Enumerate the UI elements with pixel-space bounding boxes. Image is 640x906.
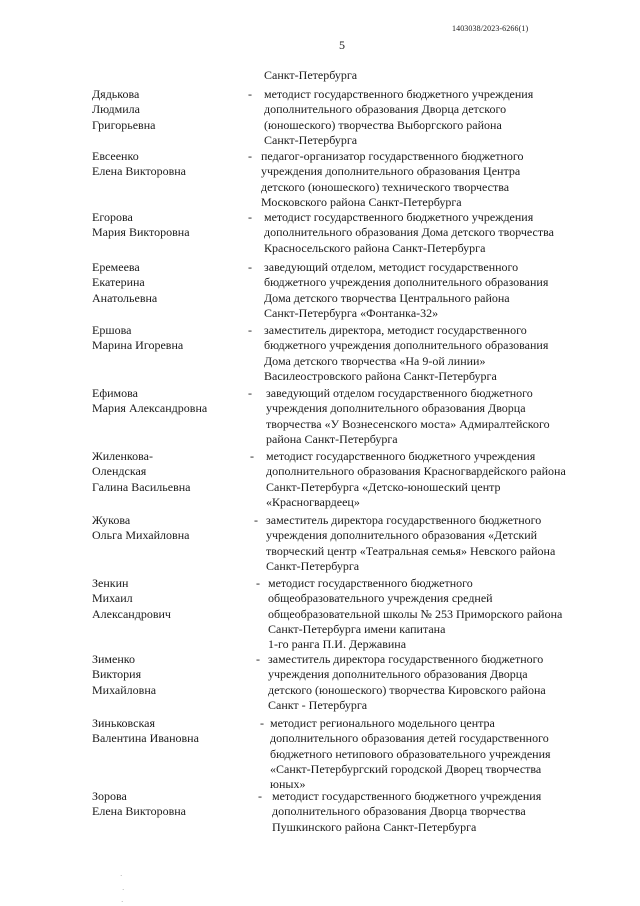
description-line: Московского района Санкт-Петербурга: [261, 194, 462, 209]
description-line: методист государственного бюджетного учреждения: [266, 449, 536, 463]
dash-separator: -: [248, 149, 252, 163]
description-line: творчества «У Вознесенского моста» Адмиралтейского: [266, 416, 550, 431]
name-line: Марина Игоревна: [92, 338, 184, 353]
staff-name: [92, 513, 242, 544]
description-line: бюджетного нетипового образовательного учреждения: [270, 746, 551, 761]
name-line: Дядькова: [92, 87, 140, 101]
position-description: [264, 210, 582, 256]
name-line: Григорьевна: [92, 117, 156, 132]
description-line: учреждения дополнительного образования «Детский: [266, 528, 538, 543]
description-line: методист государственного бюджетного учреждения: [272, 789, 542, 803]
position-description: [272, 789, 590, 835]
staff-name: [92, 149, 242, 180]
description-line: Василеостровского района Санкт-Петербурга: [264, 368, 497, 383]
description-line: учреждения дополнительного образования Дворца: [266, 401, 526, 416]
dash-separator: -: [258, 789, 262, 803]
description-line: Санкт-Петербурга: [264, 132, 358, 147]
position-description: [264, 323, 582, 384]
description-line: педагог-организатор государственного бюджетного: [261, 149, 524, 163]
description-line: Санкт-Петербурга имени капитана: [268, 621, 446, 636]
name-line: Елена Викторовна: [92, 164, 186, 179]
name-line: Мария Александровна: [92, 401, 208, 416]
description-line: дополнительного образования детей государственного: [270, 731, 549, 746]
description-line: дополнительного образования Дворца творчества: [272, 804, 526, 819]
description-line: методист государственного бюджетного учреждения: [264, 87, 534, 101]
description-line: методист государственного бюджетного учреждения: [264, 210, 534, 224]
name-line: Ольга Михайловна: [92, 528, 190, 543]
dash-separator: -: [254, 513, 258, 527]
description-line: района Санкт-Петербурга: [266, 431, 398, 446]
position-description: [264, 260, 582, 321]
page-number: 5: [339, 38, 345, 52]
description-line: Санкт-Петербурга «Детско-юношеский центр: [266, 479, 501, 494]
staff-name: [92, 210, 242, 241]
dash-separator: -: [260, 716, 264, 730]
description-line: юных»: [270, 777, 306, 792]
description-line: (юношеского) творчества Выборгского района: [264, 117, 502, 132]
staff-name: [92, 716, 242, 747]
dash-separator: -: [248, 323, 252, 337]
dash-separator: -: [248, 210, 252, 224]
name-line: Ершова: [92, 323, 132, 337]
staff-name: [92, 652, 242, 698]
name-line: Людмила: [92, 102, 140, 117]
name-line: Михаил: [92, 591, 133, 606]
description-line: Санкт-Петербурга «Фонтанка-32»: [264, 305, 439, 320]
document-id: 1403038/2023-6266(1): [452, 24, 529, 33]
description-line: детского (юношеского) творчества Кировского района: [268, 682, 546, 697]
description-line: Пушкинского района Санкт-Петербурга: [272, 819, 477, 834]
position-description: [266, 449, 584, 510]
name-line: Виктория: [92, 667, 142, 682]
position-description: [266, 386, 584, 447]
description-line: учреждения дополнительного образования Дворца: [268, 667, 528, 682]
description-line: общеобразовательной школы № 253 Приморского района: [268, 606, 563, 621]
staff-name: [92, 87, 242, 133]
position-description: [266, 513, 584, 574]
description-line: «Санкт-Петербургский городской Дворец творчества: [270, 761, 542, 776]
description-line: бюджетного учреждения дополнительного образования: [264, 275, 549, 290]
description-line: Дома детского творчества «На 9-ой линии»: [264, 353, 486, 368]
name-line: Жиленкова-: [92, 449, 153, 463]
description-line: дополнительного образования Красногвардейского района: [266, 464, 566, 479]
description-line: заведующий отделом, методист государственного: [264, 260, 519, 274]
description-line: Санкт-Петербурга: [266, 558, 360, 573]
position-description: [270, 716, 588, 792]
name-line: Галина Васильевна: [92, 479, 191, 494]
name-line: Анатольевна: [92, 290, 158, 305]
description-line: заведующий отделом государственного бюджетного: [266, 386, 533, 400]
name-line: Ефимова: [92, 386, 138, 400]
staff-name: [92, 449, 242, 495]
description-line: творческий центр «Театральная семья» Невского района: [266, 543, 556, 558]
position-description: [264, 87, 582, 148]
name-line: Егорова: [92, 210, 133, 224]
position-description: [268, 576, 586, 652]
name-line: Зорова: [92, 789, 127, 803]
position-description: [261, 149, 579, 210]
name-line: Зенкин: [92, 576, 129, 590]
dash-separator: -: [248, 260, 252, 274]
name-line: Олендская: [92, 464, 147, 479]
staff-name: [92, 789, 242, 820]
name-line: Александрович: [92, 606, 171, 621]
staff-name: [92, 576, 242, 622]
description-line: заместитель директора, методист государственного: [264, 323, 527, 337]
name-line: Мария Викторовна: [92, 225, 190, 240]
description-line: дополнительного образования Дворца детского: [264, 102, 507, 117]
name-line: Елена Викторовна: [92, 804, 186, 819]
dash-separator: -: [248, 386, 252, 400]
name-line: Зиньковская: [92, 716, 155, 730]
description-line: «Красногвардеец»: [266, 494, 360, 509]
dash-separator: -: [250, 449, 254, 463]
staff-name: [92, 386, 242, 417]
name-line: Валентина Ивановна: [92, 731, 199, 746]
description-line: Красносельского района Санкт-Петербурга: [264, 240, 486, 255]
name-line: Екатерина: [92, 275, 145, 290]
dash-separator: -: [256, 576, 260, 590]
description-line: 1-го ранга П.И. Державина: [268, 637, 407, 652]
description-line: методист государственного бюджетного: [268, 576, 473, 590]
description-line: общеобразовательного учреждения средней: [268, 591, 493, 606]
description-line: заместитель директора государственного бюджетного: [266, 513, 542, 527]
description-line: методист регионального модельного центра: [270, 716, 495, 730]
staff-name: [92, 323, 242, 354]
name-line: Зименко: [92, 652, 135, 666]
description-line: заместитель директора государственного бюджетного: [268, 652, 544, 666]
description-line: Санкт - Петербурга: [268, 697, 368, 712]
description-line: дополнительного образования Дома детского творчества: [264, 225, 554, 240]
name-line: Еремеева: [92, 260, 140, 274]
position-description: [268, 652, 586, 713]
dash-separator: -: [248, 87, 252, 101]
staff-name: [92, 260, 242, 306]
continuation-line: Санкт-Петербурга: [264, 68, 358, 82]
description-line: учреждения дополнительного образования Центра: [261, 164, 521, 179]
dash-separator: -: [256, 652, 260, 666]
name-line: Евсеенко: [92, 149, 139, 163]
name-line: Михайловна: [92, 682, 157, 697]
description-line: Дома детского творчества Центрального района: [264, 290, 510, 305]
description-line: детского (юношеского) технического творчества: [261, 179, 510, 194]
name-line: Жукова: [92, 513, 131, 527]
description-line: бюджетного учреждения дополнительного образования: [264, 338, 549, 353]
